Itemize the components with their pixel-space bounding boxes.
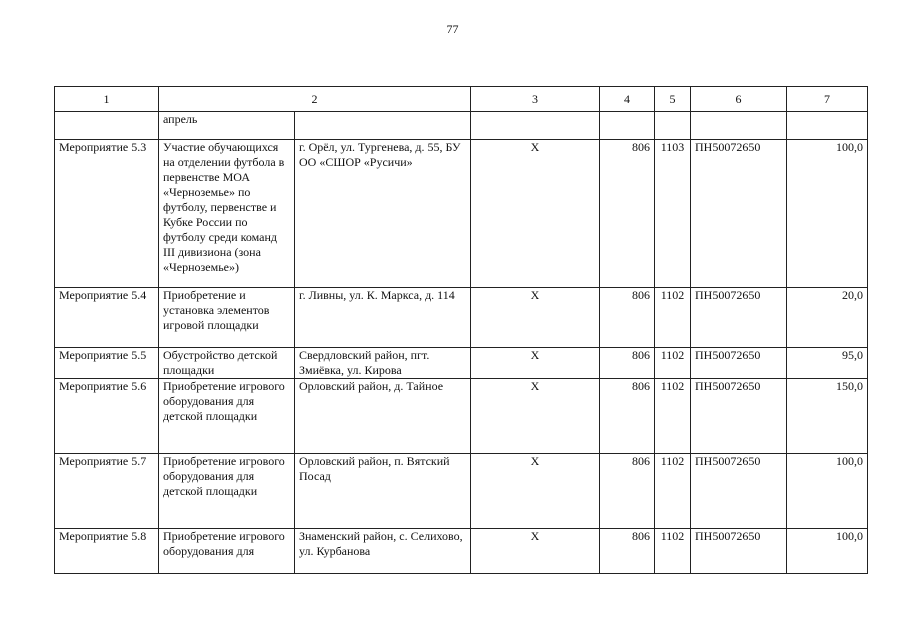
row-col3: Х xyxy=(471,288,600,348)
row-col3: Х xyxy=(471,140,600,288)
row-col7: 150,0 xyxy=(787,379,868,454)
continuation-row xyxy=(55,112,868,140)
row-col5: 1102 xyxy=(655,454,691,529)
row-col4: 806 xyxy=(600,379,655,454)
row-col6: ПН50072650 xyxy=(691,348,787,379)
continuation-cell-8 xyxy=(787,112,868,140)
table-row xyxy=(55,140,868,288)
row-col5: 1102 xyxy=(655,288,691,348)
continuation-cell-4 xyxy=(471,112,600,140)
row-id: Мероприятие 5.6 xyxy=(55,379,159,454)
row-col3: Х xyxy=(471,379,600,454)
row-description: Обустройство детской площадки xyxy=(159,348,295,379)
continuation-cell-1 xyxy=(55,112,159,140)
row-col4: 806 xyxy=(600,140,655,288)
row-description: Приобретение игрового оборудования для детской площадки xyxy=(159,379,295,454)
continuation-cell-3 xyxy=(295,112,471,140)
header-col-6: 6 xyxy=(691,87,787,112)
row-col5: 1102 xyxy=(655,529,691,574)
header-col-1: 1 xyxy=(55,87,159,112)
row-description: Участие обучающихся на отделении футбола в первенстве МОА «Черноземье» по футболу, первенстве и Кубке России по футболу среди команд III дивизиона (зона «Черноземье») xyxy=(159,140,295,288)
row-description: Приобретение и установка элементов игровой площадки xyxy=(159,288,295,348)
continuation-cell-6 xyxy=(655,112,691,140)
table-row xyxy=(55,454,868,529)
row-col7: 20,0 xyxy=(787,288,868,348)
header-col-5: 5 xyxy=(655,87,691,112)
row-col3: Х xyxy=(471,529,600,574)
row-id: Мероприятие 5.5 xyxy=(55,348,159,379)
continuation-text: апрель xyxy=(159,112,295,140)
budget-table xyxy=(54,86,868,574)
continuation-cell-7 xyxy=(691,112,787,140)
table-row xyxy=(55,379,868,454)
header-col-2: 2 xyxy=(159,87,471,112)
row-col6: ПН50072650 xyxy=(691,288,787,348)
row-description: Приобретение игрового оборудования для xyxy=(159,529,295,574)
table-row xyxy=(55,348,868,379)
row-col7: 95,0 xyxy=(787,348,868,379)
row-col6: ПН50072650 xyxy=(691,140,787,288)
continuation-cell-5 xyxy=(600,112,655,140)
header-col-4: 4 xyxy=(600,87,655,112)
row-col7: 100,0 xyxy=(787,454,868,529)
row-col6: ПН50072650 xyxy=(691,529,787,574)
row-col6: ПН50072650 xyxy=(691,454,787,529)
row-id: Мероприятие 5.4 xyxy=(55,288,159,348)
row-description: Приобретение игрового оборудования для детской площадки xyxy=(159,454,295,529)
row-col4: 806 xyxy=(600,288,655,348)
row-col4: 806 xyxy=(600,529,655,574)
row-col7: 100,0 xyxy=(787,529,868,574)
row-col6: ПН50072650 xyxy=(691,379,787,454)
table-row xyxy=(55,529,868,574)
row-id: Мероприятие 5.3 xyxy=(55,140,159,288)
header-row xyxy=(55,87,868,112)
row-col7: 100,0 xyxy=(787,140,868,288)
header-col-7: 7 xyxy=(787,87,868,112)
row-address: Свердловский район, пгт. Змиёвка, ул. Кирова xyxy=(295,348,471,379)
header-col-3: 3 xyxy=(471,87,600,112)
page-number: 77 xyxy=(446,22,459,36)
row-address: Орловский район, д. Тайное xyxy=(295,379,471,454)
row-address: г. Ливны, ул. К. Маркса, д. 114 xyxy=(295,288,471,348)
row-id: Мероприятие 5.8 xyxy=(55,529,159,574)
row-col5: 1102 xyxy=(655,379,691,454)
row-col5: 1102 xyxy=(655,348,691,379)
row-id: Мероприятие 5.7 xyxy=(55,454,159,529)
row-col3: Х xyxy=(471,348,600,379)
row-col5: 1103 xyxy=(655,140,691,288)
row-address: г. Орёл, ул. Тургенева, д. 55, БУ ОО «СШОР «Русичи» xyxy=(295,140,471,288)
row-col3: Х xyxy=(471,454,600,529)
row-address: Знаменский район, с. Селихово, ул. Курбанова xyxy=(295,529,471,574)
table-row xyxy=(55,288,868,348)
row-col4: 806 xyxy=(600,348,655,379)
row-col4: 806 xyxy=(600,454,655,529)
row-address: Орловский район, п. Вятский Посад xyxy=(295,454,471,529)
